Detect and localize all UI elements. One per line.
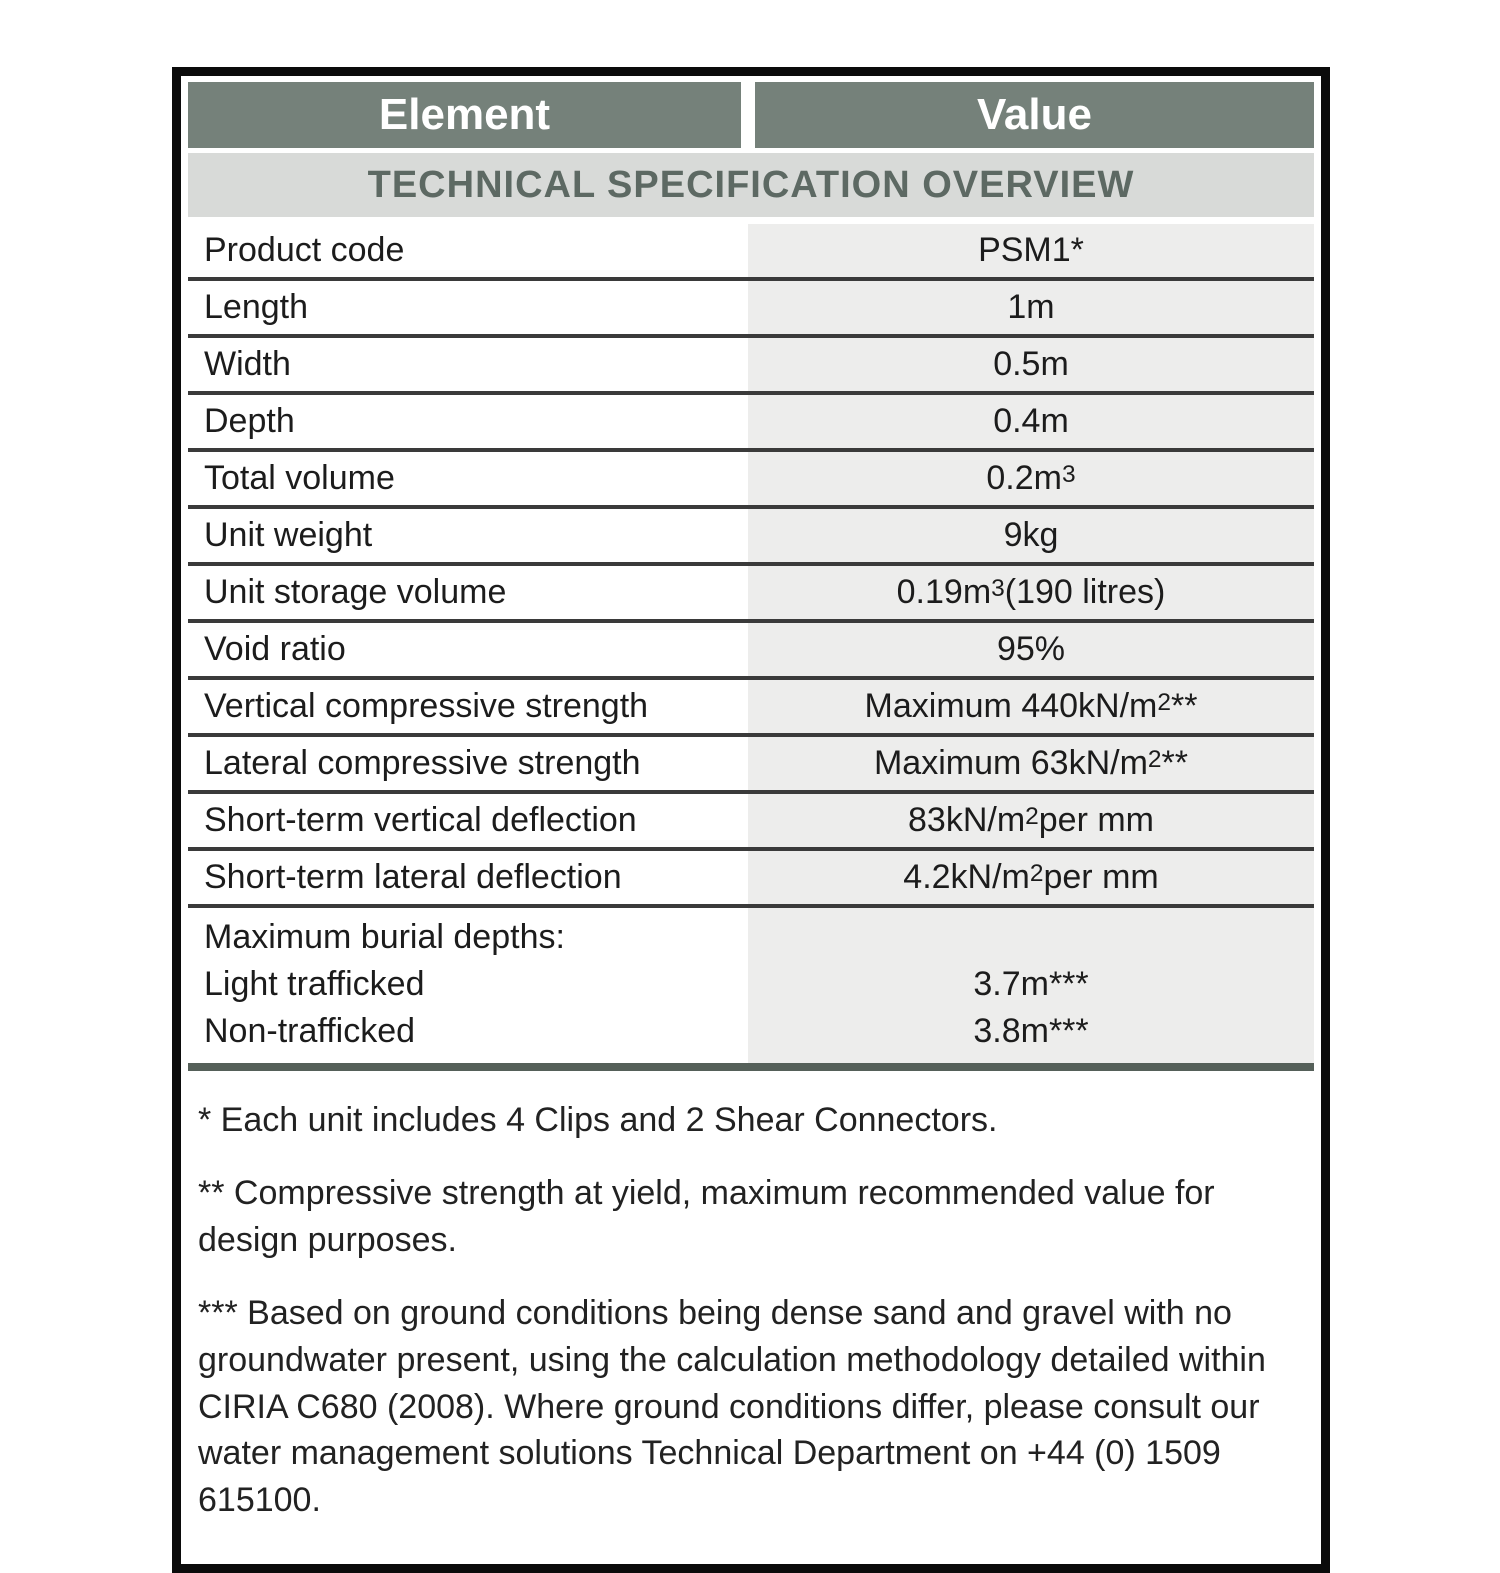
table-row xyxy=(188,737,1314,794)
table-row xyxy=(188,851,1314,908)
table-row xyxy=(188,794,1314,851)
row-label: Width xyxy=(188,338,748,391)
burial-depths-group-row xyxy=(188,908,1314,1063)
row-value: PSM1* xyxy=(748,224,1314,277)
table-row xyxy=(188,452,1314,509)
table-row xyxy=(188,509,1314,566)
row-value: 0.4m xyxy=(748,395,1314,448)
table-row xyxy=(188,566,1314,623)
row-value: 0.2m 3 xyxy=(748,452,1314,505)
group-label-line: Maximum burial depths: xyxy=(204,918,565,956)
group-value-line: 3.7m*** xyxy=(973,965,1089,1003)
overview-title-row: TECHNICAL SPECIFICATION OVERVIEW xyxy=(188,153,1314,217)
row-label: Unit weight xyxy=(188,509,748,562)
footnote-compressive: ** Compressive strength at yield, maximum recommended value for design purposes. xyxy=(198,1173,1215,1259)
row-value: 9kg xyxy=(748,509,1314,562)
table-row xyxy=(188,395,1314,452)
row-label: Length xyxy=(188,281,748,334)
table-rows xyxy=(188,224,1314,1063)
group-value-line: 3.8m*** xyxy=(973,1012,1089,1050)
row-value: 1m xyxy=(748,281,1314,334)
row-value: 95% xyxy=(748,623,1314,676)
row-value: Maximum 63kN/m 2 ** xyxy=(748,737,1314,790)
spec-table-panel xyxy=(172,67,1330,1573)
footnote-ground-conditions: *** Based on ground conditions being dense sand and gravel with no groundwater present, using the calculation methodology detailed within CIRIA C680 (2008). Where ground conditions differ, please consult our water management solutions Technical Department on +44 (0) 1509 615100. xyxy=(198,1293,1266,1520)
group-value-line xyxy=(748,914,1314,961)
row-value: Maximum 440kN/m 2 ** xyxy=(748,680,1314,733)
footnote-clips: * Each unit includes 4 Clips and 2 Shear Connectors. xyxy=(198,1101,998,1139)
footnotes xyxy=(188,1071,1314,1524)
row-label: Unit storage volume xyxy=(188,566,748,619)
header-cell-value: Value xyxy=(755,82,1314,148)
row-label: Vertical compressive strength xyxy=(188,680,748,733)
table-row xyxy=(188,281,1314,338)
table-row xyxy=(188,224,1314,281)
row-label: Short-term lateral deflection xyxy=(188,851,748,904)
group-label-cell xyxy=(188,908,748,1063)
row-value: 4.2kN/m 2 per mm xyxy=(748,851,1314,904)
row-label: Product code xyxy=(188,224,748,277)
group-value-cell xyxy=(748,908,1314,1063)
row-label: Depth xyxy=(188,395,748,448)
row-label: Void ratio xyxy=(188,623,748,676)
table-row xyxy=(188,623,1314,680)
row-label: Lateral compressive strength xyxy=(188,737,748,790)
header-cell-element: Element xyxy=(188,82,741,148)
row-value: 0.19m 3 (190 litres) xyxy=(748,566,1314,619)
table-bottom-divider xyxy=(188,1063,1314,1071)
row-value: 83kN/m 2 per mm xyxy=(748,794,1314,847)
group-label-line: Non-trafficked xyxy=(204,1012,416,1050)
row-label: Short-term vertical deflection xyxy=(188,794,748,847)
table-row xyxy=(188,338,1314,395)
table-header-row xyxy=(188,82,1314,148)
row-value: 0.5m xyxy=(748,338,1314,391)
row-label: Total volume xyxy=(188,452,748,505)
group-label-line: Light trafficked xyxy=(204,965,425,1003)
table-row xyxy=(188,680,1314,737)
